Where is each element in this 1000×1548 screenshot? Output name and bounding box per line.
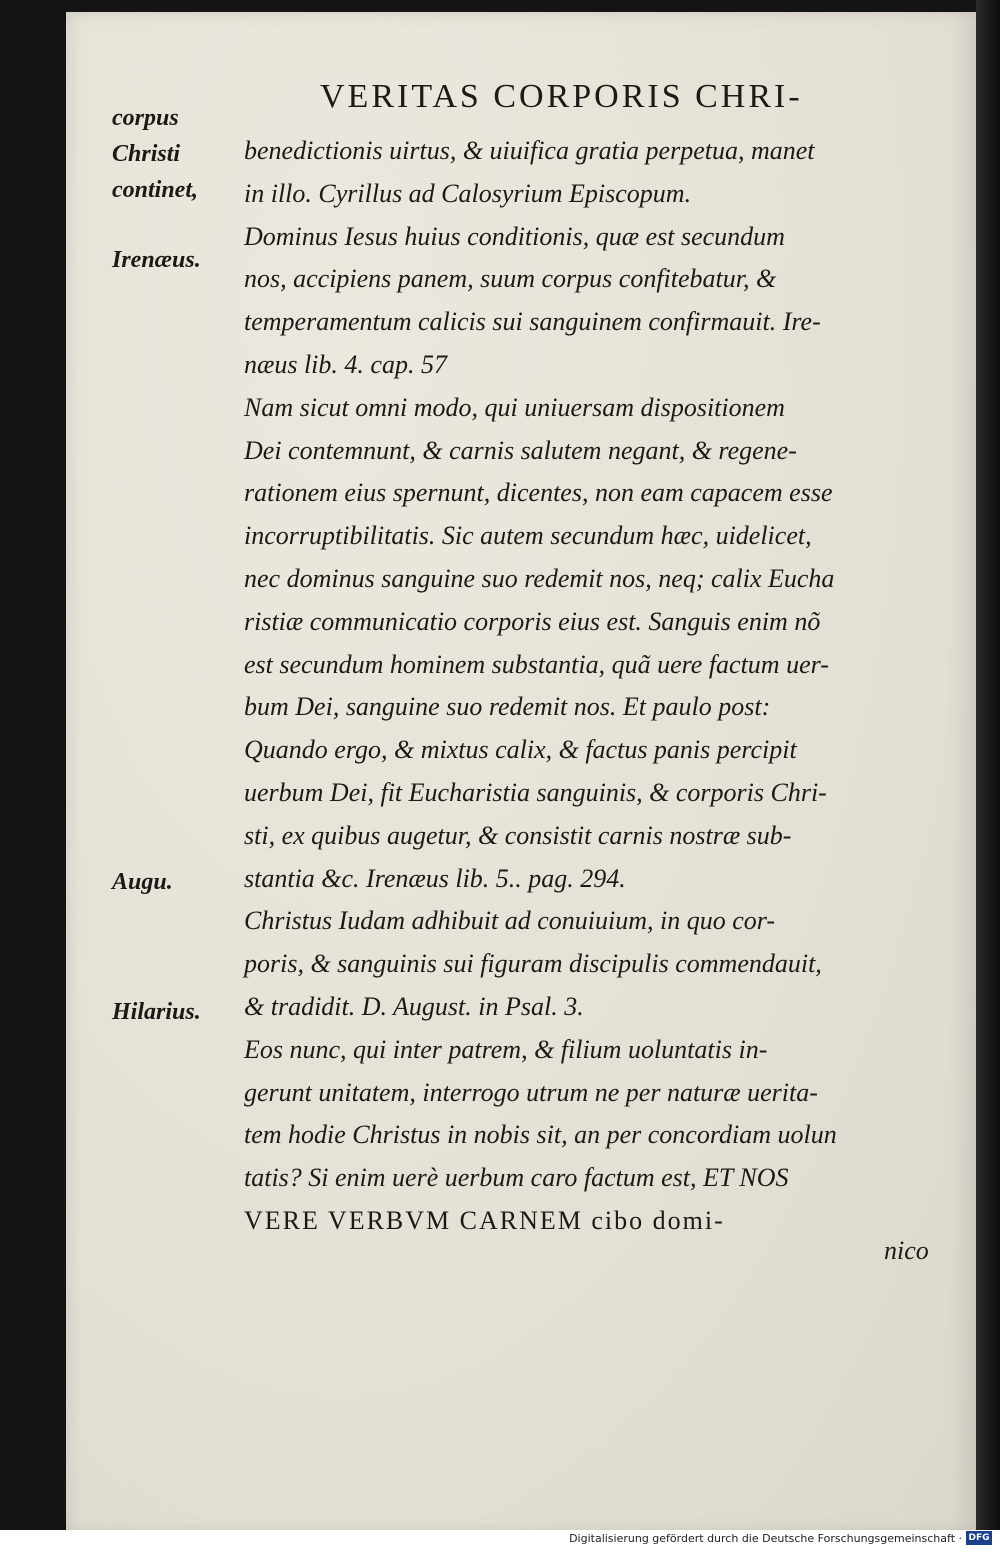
text-line: poris, & sanguinis sui figuram discipulis commendauit, <box>244 949 822 979</box>
margin-note-hilarius <box>112 994 252 1030</box>
text-line: est secundum hominem substantia, quã uere factum uer- <box>244 649 829 679</box>
text-line: VERE VERBVM CARNEM cibo domi- <box>244 1205 725 1235</box>
text-line: bum Dei, sanguine suo redemit nos. Et paulo post: <box>244 692 771 722</box>
catchword: nico <box>884 1236 929 1265</box>
margin-note-line: Augu. <box>112 869 173 895</box>
text-line: Dei contemnunt, & carnis salutem negant, & regene- <box>244 435 797 465</box>
text-line: nec dominus sanguine suo redemit nos, neq; calix Eucha <box>244 563 835 593</box>
margin-note-line: Hilarius. <box>112 999 201 1025</box>
text-line: Dominus Iesus huius conditionis, quæ est secundum <box>244 221 785 251</box>
margin-note-augu <box>112 864 252 900</box>
text-line: temperamentum calicis sui sanguinem confirmauit. Ire- <box>244 307 821 337</box>
text-line: stantia &c. Irenæus lib. 5.. pag. 294. <box>244 863 626 893</box>
text-line: rationem eius spernunt, dicentes, non eam capacem esse <box>244 478 833 508</box>
text-line: næus lib. 4. cap. 57 <box>244 349 447 379</box>
margin-note-irenaeus <box>112 242 252 278</box>
running-head: VERITAS CORPORIS CHRI- <box>320 78 803 115</box>
margin-note-line: Irenæus. <box>112 247 201 273</box>
text-line: incorruptibilitatis. Sic autem secundum hæc, uidelicet, <box>244 521 812 551</box>
text-line: tem hodie Christus in nobis sit, an per concordiam uolun <box>244 1120 837 1150</box>
text-line: sti, ex quibus augetur, & consistit carnis nostræ sub- <box>244 820 792 850</box>
text-line: Quando ergo, & mixtus calix, & factus panis percipit <box>244 735 797 765</box>
footer-credit: Digitalisierung gefördert durch die Deutsche Forschungsgemeinschaft · <box>569 1532 962 1545</box>
margin-note-line: continet, <box>112 177 199 203</box>
main-text <box>244 130 964 1243</box>
text-line: uerbum Dei, fit Eucharistia sanguinis, & corporis Chri- <box>244 777 827 807</box>
text-line: gerunt unitatem, interrogo utrum ne per naturæ uerita- <box>244 1077 818 1107</box>
text-line: tatis? Si enim uerè uerbum caro factum est, ET NOS <box>244 1163 789 1193</box>
text-line: Christus Iudam adhibuit ad conuiuium, in quo cor- <box>244 906 776 936</box>
margin-note-line: corpus <box>112 105 179 131</box>
text-line: Eos nunc, qui inter patrem, & filium uoluntatis in- <box>244 1034 768 1064</box>
text-line: & tradidit. D. August. in Psal. 3. <box>244 991 584 1021</box>
margin-note-corpus <box>112 100 252 208</box>
text-line: nos, accipiens panem, suum corpus confitebatur, & <box>244 264 777 294</box>
margin-note-line: Christi <box>112 141 181 167</box>
text-line: ristiæ communicatio corporis eius est. Sanguis enim nõ <box>244 606 821 636</box>
dfg-logo-icon: DFG <box>966 1531 992 1545</box>
text-line: Nam sicut omni modo, qui uniuersam dispositionem <box>244 392 785 422</box>
text-line: benedictionis uirtus, & uiuifica gratia perpetua, manet <box>244 136 815 165</box>
page-gutter-shadow <box>976 0 1000 1530</box>
text-line: in illo. Cyrillus ad Calosyrium Episcopum. <box>244 178 692 208</box>
